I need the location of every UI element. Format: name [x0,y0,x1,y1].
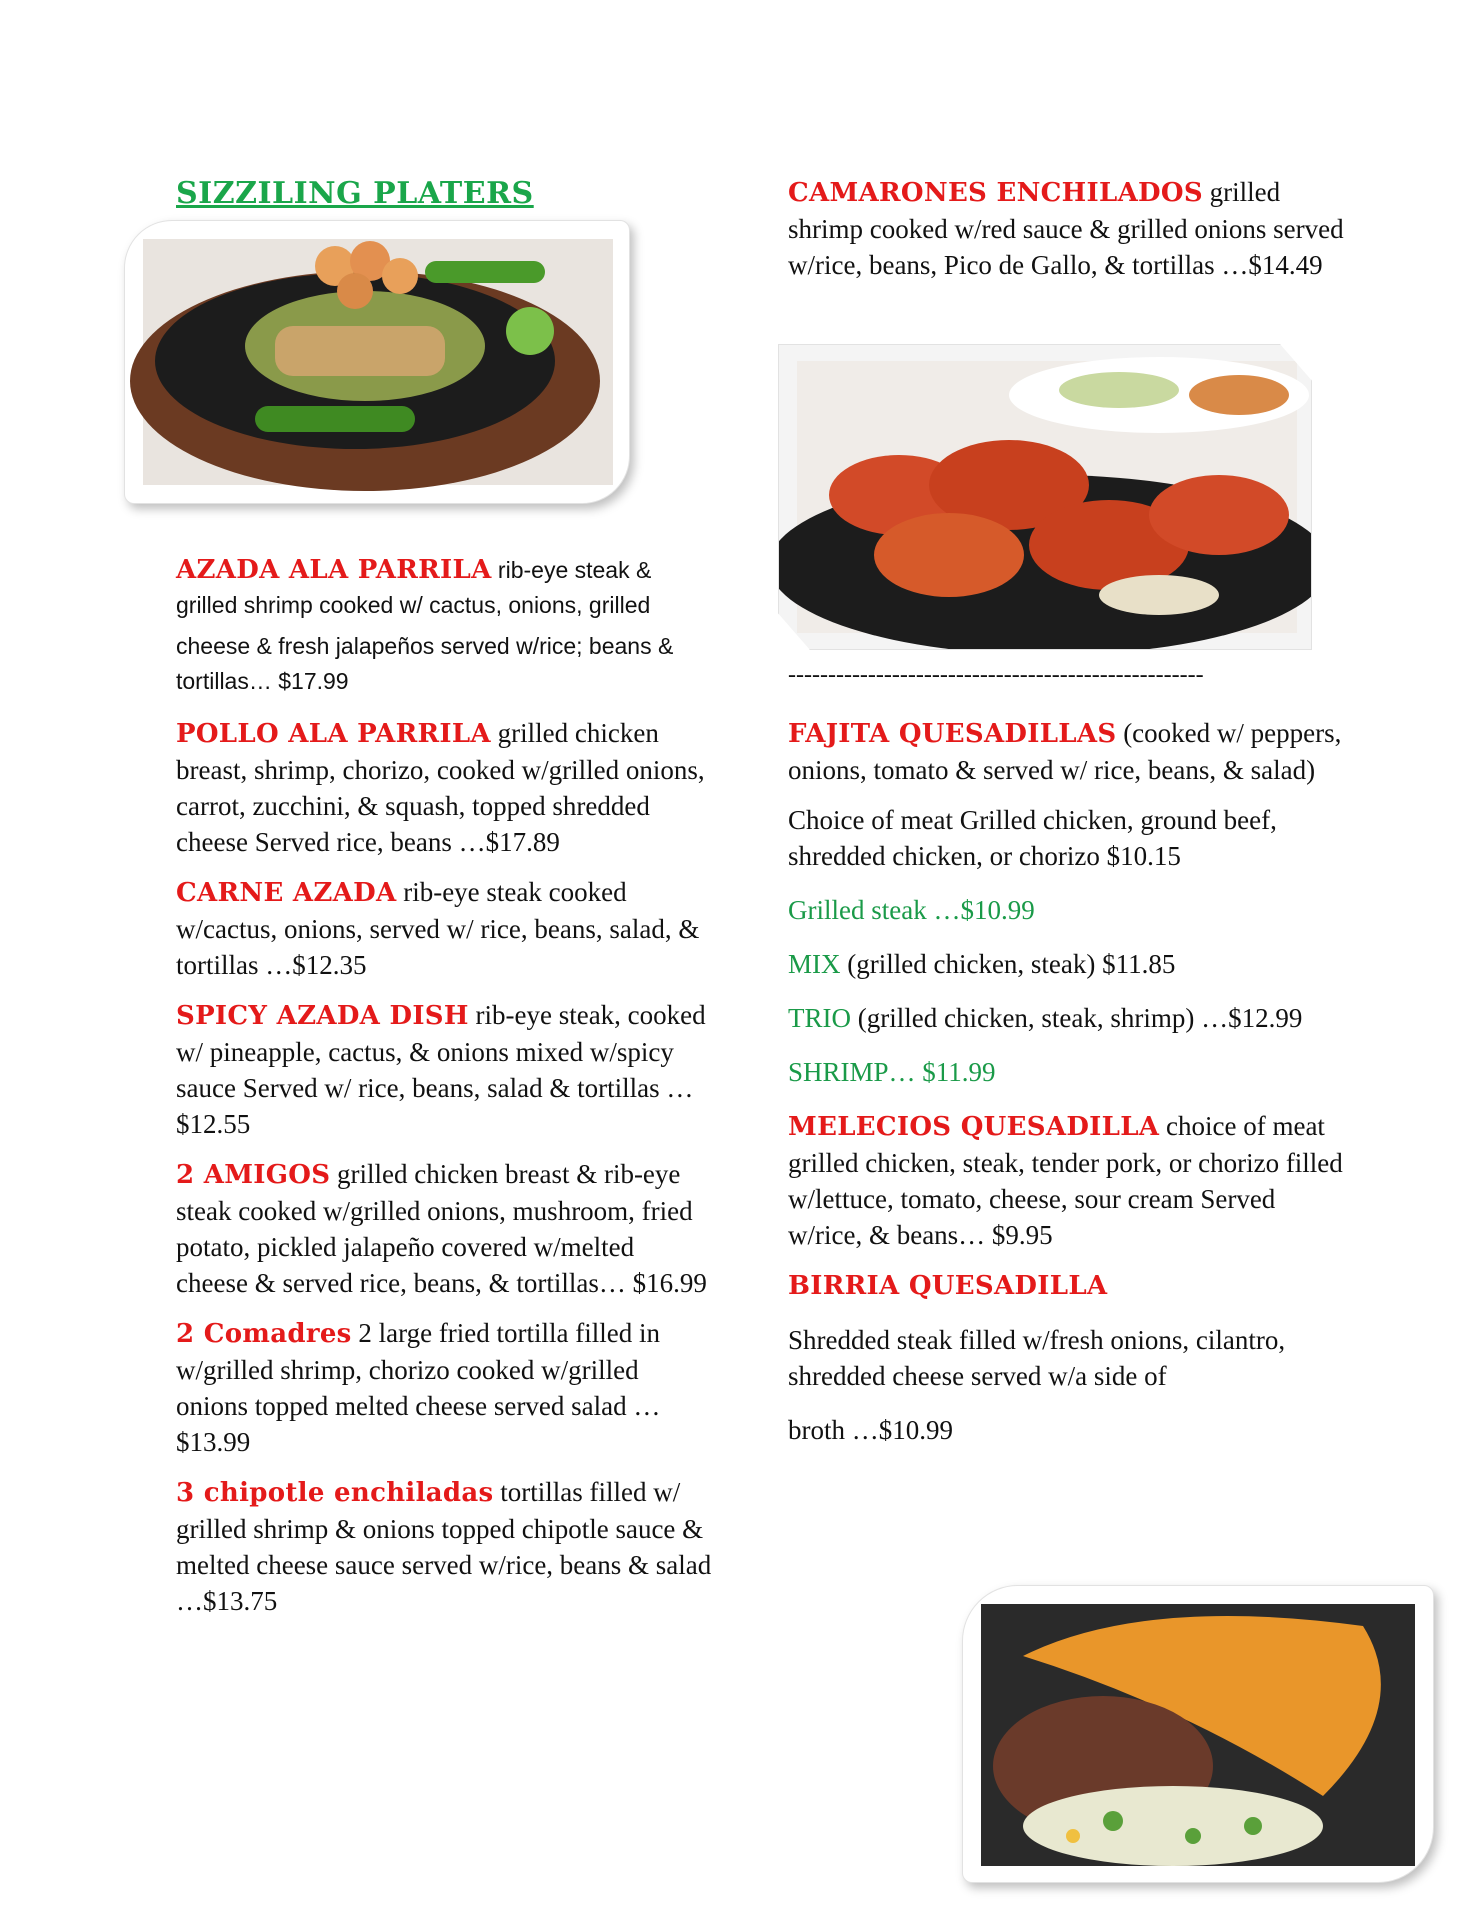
item-desc: grilled shrimp cooked w/red sauce & grilled onions served w/rice, beans, Pico de Gallo, & tortillas …$14.49 [788,177,1344,280]
item-desc: grilled chicken breast, shrimp, chorizo, cooked w/grilled onions, carrot, zucchini, & squash, topped shredded cheese Served rice, beans …$17.89 [176,718,705,857]
item-desc: (cooked w/ peppers, onions, tomato & served w/ rice, beans, & salad) [788,718,1342,785]
menu-item [176,874,712,983]
grilled-steak-option: Grilled steak …$10.99 [788,895,1035,925]
menu-item [788,1267,1348,1304]
mix-desc: (grilled chicken, steak) $11.85 [840,949,1176,979]
item-desc: rib-eye steak cooked w/cactus, onions, served w/ rice, beans, salad, & tortillas …$12.35 [176,877,700,980]
birria-desc: Shredded steak filled w/fresh onions, cilantro, shredded cheese served w/a side of [788,1325,1286,1391]
left-column [176,176,712,1633]
right-column [788,174,1348,1466]
item-name: MELECIOS QUESADILLA [788,1112,1160,1142]
item-name: BIRRIA QUESADILLA [788,1271,1108,1301]
item-name: 2 Comadres [176,1319,352,1349]
section-title: SIZZILING PLATERS [176,176,534,211]
choice-of-meat: Choice of meat Grilled chicken, ground beef, shredded chicken, or chorizo $10.15 [788,805,1277,871]
menu-item-continued: cheese & fresh jalapeños served w/rice; beans & tortillas… $17.99 [176,633,674,694]
item-name: 3 chipotle enchiladas [176,1478,494,1508]
mix-label: MIX [788,949,841,979]
trio-label: TRIO [788,1003,851,1033]
item-desc: grilled chicken breast & rib-eye steak cooked w/grilled onions, mushroom, fried potato, pickled jalapeño covered w/melted cheese & served rice, beans, & tortillas… $16.99 [176,1159,707,1298]
menu-item [176,1474,712,1619]
item-name: AZADA ALA PARRILA [176,555,492,585]
item-desc: rib-eye steak, cooked w/ pineapple, cactus, & onions mixed w/spicy sauce Served w/ rice, beans, salad & tortillas …$12.55 [176,1000,706,1139]
item-desc: rib-eye steak & grilled shrimp cooked w/ cactus, onions, grilled [176,557,652,618]
item-desc: tortillas filled w/ grilled shrimp & onions topped chipotle sauce & melted cheese sauce served w/rice, beans & salad …$13.75 [176,1477,712,1616]
mix-option [788,946,1348,982]
item-name: POLLO ALA PARRILA [176,719,491,749]
item-desc: choice of meat grilled chicken, steak, tender pork, or chorizo filled w/lettuce, tomato, cheese, sour cream Served w/rice, & beans… $9.95 [788,1111,1343,1250]
menu-item [176,1156,712,1301]
birria-quesadilla-photo [962,1585,1434,1883]
divider: ---------------------------------------------------- [788,662,1204,688]
shrimp-option: SHRIMP… $11.99 [788,1057,996,1087]
item-name: 2 AMIGOS [176,1160,331,1190]
birria-price: broth …$10.99 [788,1415,953,1445]
menu-item [176,715,712,860]
item-name: CAMARONES ENCHILADOS [788,178,1203,208]
item-name: FAJITA QUESADILLAS [788,719,1117,749]
item-name: SPICY AZADA DISH [176,1001,469,1031]
menu-item [176,1315,712,1460]
menu-item [176,553,712,623]
menu-item [788,715,1348,788]
item-name: CARNE AZADA [176,878,397,908]
trio-desc: (grilled chicken, steak, shrimp) …$12.99 [851,1003,1303,1033]
item-desc: 2 large fried tortilla filled in w/grilled shrimp, chorizo cooked w/grilled onions topped melted cheese served salad …$13.99 [176,1318,661,1457]
menu-item [788,1108,1348,1253]
menu-item [176,997,712,1142]
trio-option [788,1000,1348,1036]
menu-item [788,174,1348,283]
